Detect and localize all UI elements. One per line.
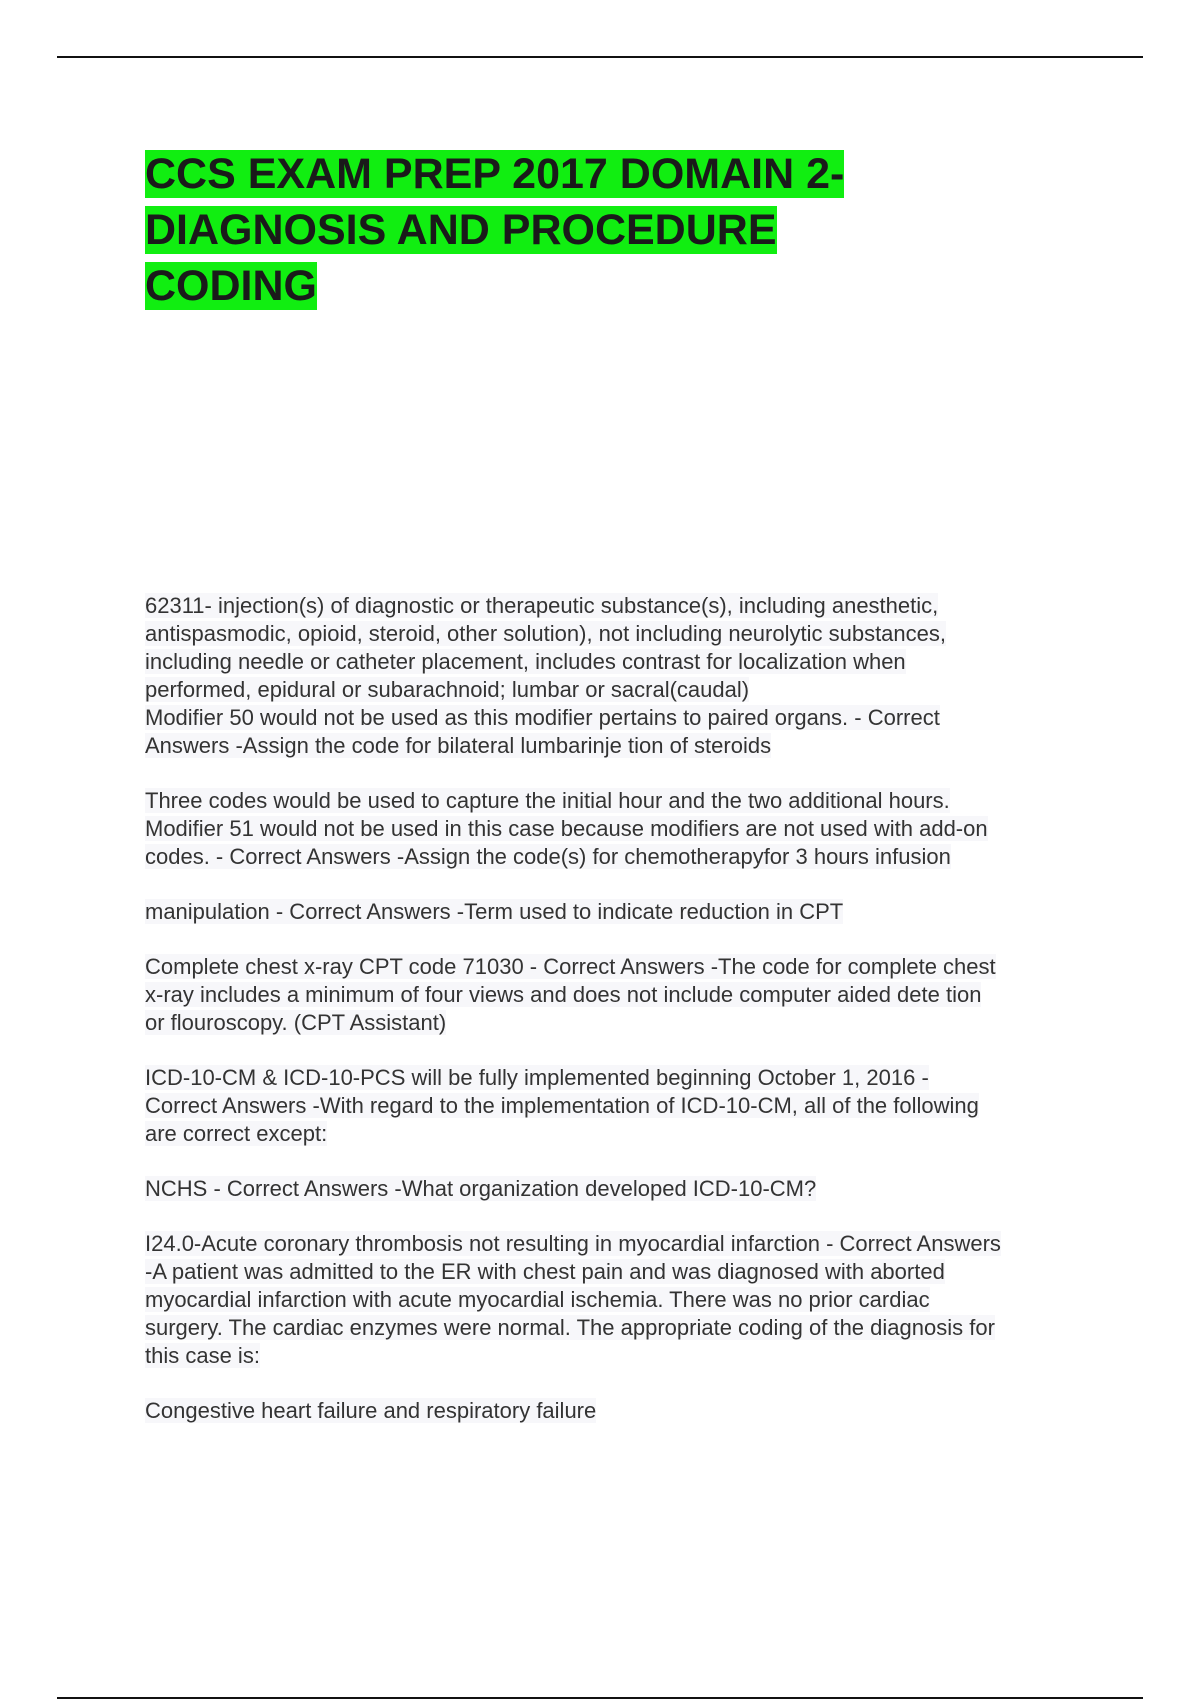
entry-text-line: myocardial infarction with acute myocardial ischemia. There was no prior cardiac — [145, 1287, 930, 1312]
entry-text-line: 62311- injection(s) of diagnostic or therapeutic substance(s), including anesthetic, — [145, 593, 939, 618]
qa-entry — [145, 953, 1095, 1037]
top-rule — [57, 56, 1143, 58]
qa-content — [145, 592, 1095, 1452]
entry-text-line: Congestive heart failure and respiratory failure — [145, 1398, 597, 1423]
entry-text-line: or flouroscopy. (CPT Assistant) — [145, 1010, 447, 1035]
entry-text-line: Answers -Assign the code for bilateral lumbarinje tion of steroids — [145, 733, 772, 758]
qa-entry — [145, 898, 1095, 926]
entry-text-line: are correct except: — [145, 1121, 328, 1146]
entry-text-line: -A patient was admitted to the ER with chest pain and was diagnosed with aborted — [145, 1259, 945, 1284]
entry-text-line: ICD-10-CM & ICD-10-PCS will be fully implemented beginning October 1, 2016 - — [145, 1065, 929, 1090]
title-line: DIAGNOSIS AND PROCEDURE — [145, 206, 777, 254]
qa-entry — [145, 1397, 1095, 1425]
bottom-rule — [57, 1697, 1143, 1699]
entry-text-line: x-ray includes a minimum of four views and does not include computer aided dete tion — [145, 982, 982, 1007]
entry-text-line: codes. - Correct Answers -Assign the code(s) for chemotherapyfor 3 hours infusion — [145, 844, 951, 869]
entry-text-line: including needle or catheter placement, includes contrast for localization when — [145, 649, 906, 674]
entry-text-line: this case is: — [145, 1343, 260, 1368]
document-title — [145, 146, 1045, 314]
entry-text-line: Correct Answers -With regard to the implementation of ICD-10-CM, all of the following — [145, 1093, 979, 1118]
entry-text-line: Three codes would be used to capture the initial hour and the two additional hours. — [145, 788, 950, 813]
title-line: CODING — [145, 262, 317, 310]
qa-entry — [145, 1064, 1095, 1148]
qa-entry — [145, 592, 1095, 760]
entry-text-line: performed, epidural or subarachnoid; lumbar or sacral(caudal) — [145, 677, 750, 702]
entry-text-line: I24.0-Acute coronary thrombosis not resulting in myocardial infarction - Correct Answers — [145, 1231, 1001, 1256]
entry-text-line: Modifier 50 would not be used as this modifier pertains to paired organs. - Correct — [145, 705, 940, 730]
entry-text-line: NCHS - Correct Answers -What organization developed ICD-10-CM? — [145, 1176, 817, 1201]
entry-text-line: surgery. The cardiac enzymes were normal. The appropriate coding of the diagnosis for — [145, 1315, 995, 1340]
qa-entry — [145, 787, 1095, 871]
entry-text-line: antispasmodic, opioid, steroid, other solution), not including neurolytic substances, — [145, 621, 947, 646]
entry-text-line: Complete chest x-ray CPT code 71030 - Correct Answers -The code for complete chest — [145, 954, 996, 979]
entry-text-line: manipulation - Correct Answers -Term used to indicate reduction in CPT — [145, 899, 844, 924]
entry-text-line: Modifier 51 would not be used in this case because modifiers are not used with add-on — [145, 816, 988, 841]
title-line: CCS EXAM PREP 2017 DOMAIN 2- — [145, 150, 845, 198]
qa-entry — [145, 1175, 1095, 1203]
qa-entry — [145, 1230, 1095, 1370]
